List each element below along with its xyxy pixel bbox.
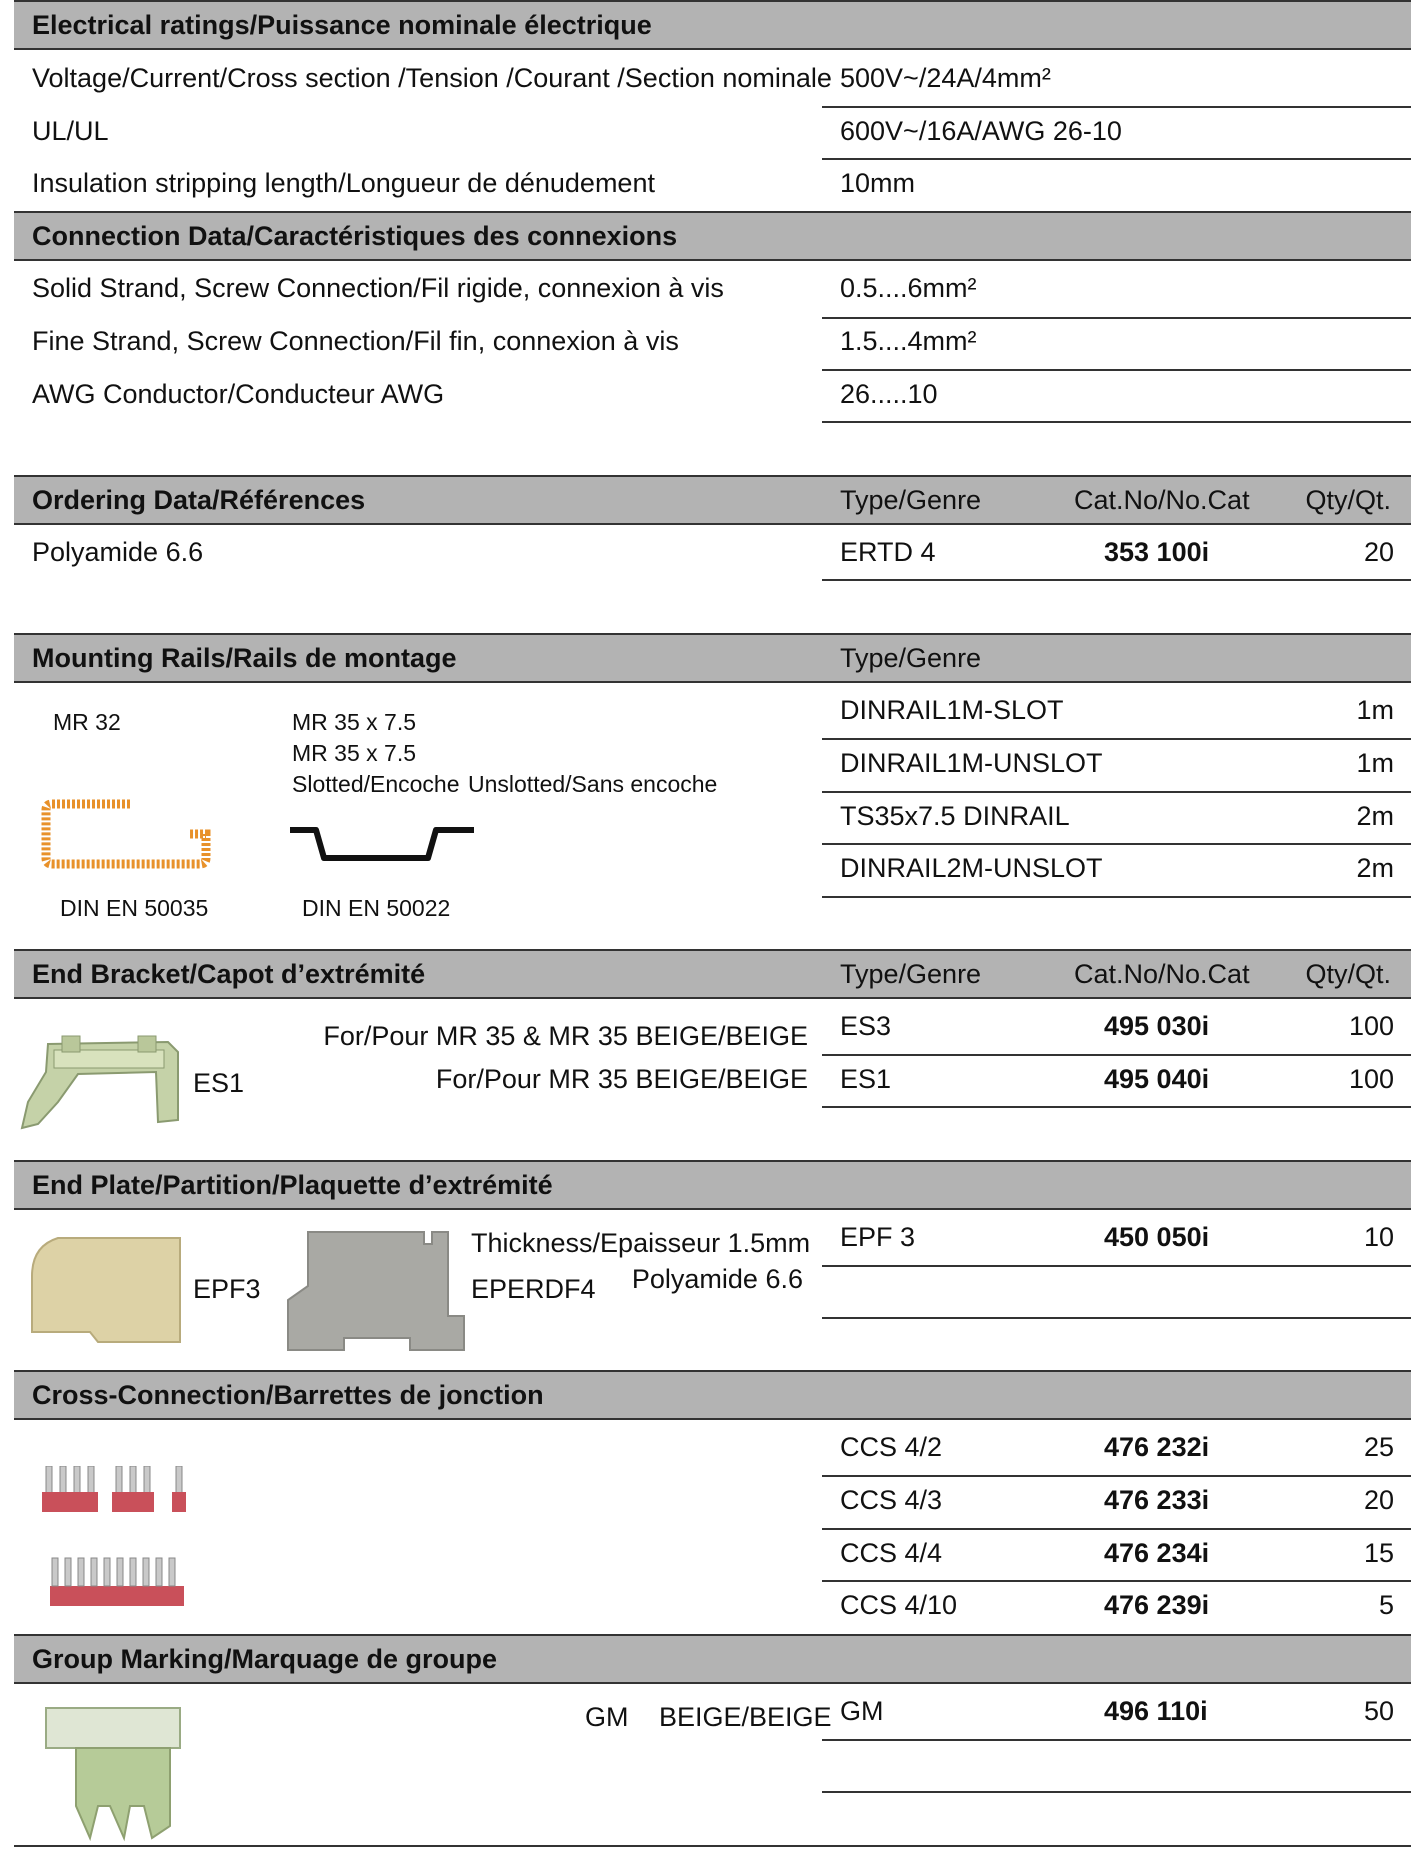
- section-header-connection: [14, 211, 1411, 261]
- catno-cell: 353 100i: [1104, 537, 1210, 567]
- qty-cell: 1m: [1356, 748, 1394, 778]
- row-divider: [822, 158, 1411, 160]
- row-divider: [822, 1580, 1411, 1582]
- type-cell: ES1: [840, 1064, 892, 1094]
- col-qty: Qty/Qt.: [1305, 485, 1391, 515]
- spec-value: 1.5....4mm²: [840, 326, 977, 356]
- spec-label: Solid Strand, Screw Connection/Fil rigide, connexion à vis: [32, 273, 724, 303]
- rail-sub-slotted: Slotted/Encoche: [292, 771, 460, 797]
- section-title: Cross-Connection/Barrettes de jonction: [32, 1380, 544, 1410]
- epf3-label: EPF3: [193, 1274, 261, 1304]
- endplate-thickness: Thickness/Epaisseur 1.5mm: [471, 1228, 811, 1258]
- page-bottom-rule: [14, 1845, 1411, 1847]
- type-cell: DINRAIL2M-UNSLOT: [840, 853, 1103, 883]
- section-header-electrical: [14, 0, 1411, 50]
- type-cell: CCS 4/2: [840, 1432, 943, 1462]
- col-type: Type/Genre: [840, 959, 982, 989]
- section-header-cross: [14, 1370, 1411, 1420]
- section-title: Connection Data/Caractéristiques des connexions: [32, 221, 678, 251]
- row-divider: [822, 579, 1411, 581]
- spec-value: 26.....10: [840, 379, 938, 409]
- eperdf4-plate-image: [284, 1230, 469, 1352]
- end-bracket-image: [18, 1032, 183, 1132]
- qty-cell: 50: [1363, 1696, 1394, 1726]
- section-title: End Bracket/Capot d’extrémité: [32, 959, 426, 989]
- type-cell: TS35x7.5 DINRAIL: [840, 801, 1070, 831]
- cross-connector-image: [40, 1466, 200, 1616]
- row-divider: [822, 738, 1411, 740]
- type-cell: CCS 4/3: [840, 1485, 943, 1515]
- row-divider: [822, 1265, 1411, 1267]
- end-bracket-desc1: For/Pour MR 35 & MR 35 BEIGE/BEIGE: [323, 1021, 808, 1051]
- row-divider: [822, 791, 1411, 793]
- col-type: Type/Genre: [840, 485, 982, 515]
- catno-cell: 476 234i: [1104, 1538, 1210, 1568]
- rail-sub-unslotted: Unslotted/Sans encoche: [468, 771, 718, 797]
- spec-label: Voltage/Current/Cross section /Tension /Courant /Section nominale: [32, 63, 832, 93]
- section-title: Electrical ratings/Puissance nominale électrique: [32, 10, 652, 40]
- catno-cell: 476 239i: [1104, 1590, 1210, 1620]
- qty-cell: 5: [1378, 1590, 1394, 1620]
- row-divider: [822, 896, 1411, 898]
- section-header-endbracket: [14, 949, 1411, 999]
- type-cell: CCS 4/10: [840, 1590, 958, 1620]
- qty-cell: 20: [1363, 537, 1394, 567]
- qty-cell: 100: [1348, 1064, 1394, 1094]
- rail-std-50035: DIN EN 50035: [60, 895, 209, 921]
- qty-cell: 20: [1363, 1485, 1394, 1515]
- end-bracket-label: ES1: [193, 1068, 245, 1098]
- eperdf4-label: EPERDF4: [471, 1274, 596, 1304]
- rail-label-mr35: MR 35 x 7.5: [292, 709, 416, 735]
- row-divider: [822, 421, 1411, 423]
- rail-std-50022: DIN EN 50022: [302, 895, 451, 921]
- catno-cell: 496 110i: [1104, 1696, 1208, 1726]
- spec-value: 600V~/16A/AWG 26-10: [840, 116, 1122, 146]
- spec-label: UL/UL: [32, 116, 109, 146]
- type-cell: DINRAIL1M-UNSLOT: [840, 748, 1103, 778]
- rail-label-mr32: MR 32: [53, 709, 121, 735]
- spec-value: 500V~/24A/4mm²: [840, 63, 1051, 93]
- type-cell: CCS 4/4: [840, 1538, 943, 1568]
- type-cell: ERTD 4: [840, 537, 936, 567]
- qty-cell: 10: [1363, 1222, 1394, 1252]
- row-divider: [822, 1475, 1411, 1477]
- spec-value: 0.5....6mm²: [840, 273, 977, 303]
- type-cell: ES3: [840, 1011, 892, 1041]
- row-divider: [822, 1739, 1411, 1741]
- col-type: Type/Genre: [840, 643, 982, 673]
- catno-cell: 476 232i: [1104, 1432, 1210, 1462]
- catno-cell: 450 050i: [1104, 1222, 1210, 1252]
- qty-cell: 2m: [1356, 853, 1394, 883]
- epf3-plate-image: [28, 1236, 188, 1346]
- row-divider: [822, 1791, 1411, 1793]
- type-cell: EPF 3: [840, 1222, 916, 1252]
- row-divider: [822, 317, 1411, 319]
- type-cell: GM: [840, 1696, 884, 1726]
- col-catno: Cat.No/No.Cat: [1074, 959, 1250, 989]
- group-label-color: BEIGE/BEIGE: [659, 1702, 832, 1732]
- section-header-rails: [14, 633, 1411, 683]
- section-header-ordering: [14, 475, 1411, 525]
- rail-label-mr35b: MR 35 x 7.5: [292, 740, 416, 766]
- spec-value: 10mm: [840, 168, 916, 198]
- col-catno: Cat.No/No.Cat: [1074, 485, 1250, 515]
- spec-label: Insulation stripping length/Longueur de dénudement: [32, 168, 655, 198]
- din-rail-image: [288, 822, 478, 872]
- group-label-gm: GM: [585, 1702, 629, 1732]
- qty-cell: 2m: [1356, 801, 1394, 831]
- row-divider: [822, 843, 1411, 845]
- catno-cell: 476 233i: [1104, 1485, 1210, 1515]
- qty-cell: 25: [1363, 1432, 1394, 1462]
- catno-cell: 495 040i: [1104, 1064, 1210, 1094]
- row-divider: [822, 1054, 1411, 1056]
- row-divider: [822, 1317, 1411, 1319]
- col-qty: Qty/Qt.: [1305, 959, 1391, 989]
- row-divider: [822, 1106, 1411, 1108]
- section-title: Group Marking/Marquage de groupe: [32, 1644, 498, 1674]
- qty-cell: 1m: [1356, 695, 1394, 725]
- section-title: Ordering Data/Références: [32, 485, 366, 515]
- section-header-endplate: [14, 1160, 1411, 1210]
- spec-label: AWG Conductor/Conducteur AWG: [32, 379, 445, 409]
- section-title: End Plate/Partition/Plaquette d’extrémité: [32, 1170, 553, 1200]
- section-header-group: [14, 1634, 1411, 1684]
- group-marker-image: [40, 1706, 200, 1842]
- qty-cell: 15: [1363, 1538, 1394, 1568]
- material-text: Polyamide 6.6: [32, 537, 204, 567]
- type-cell: DINRAIL1M-SLOT: [840, 695, 1064, 725]
- qty-cell: 100: [1348, 1011, 1394, 1041]
- spec-label: Fine Strand, Screw Connection/Fil fin, connexion à vis: [32, 326, 679, 356]
- mr32-rail-image: [40, 798, 215, 874]
- row-divider: [822, 106, 1411, 108]
- catno-cell: 495 030i: [1104, 1011, 1210, 1041]
- row-divider: [822, 369, 1411, 371]
- row-divider: [822, 1528, 1411, 1530]
- end-bracket-desc2: For/Pour MR 35 BEIGE/BEIGE: [435, 1064, 808, 1094]
- endplate-material: Polyamide 6.6: [631, 1264, 803, 1294]
- section-title: Mounting Rails/Rails de montage: [32, 643, 457, 673]
